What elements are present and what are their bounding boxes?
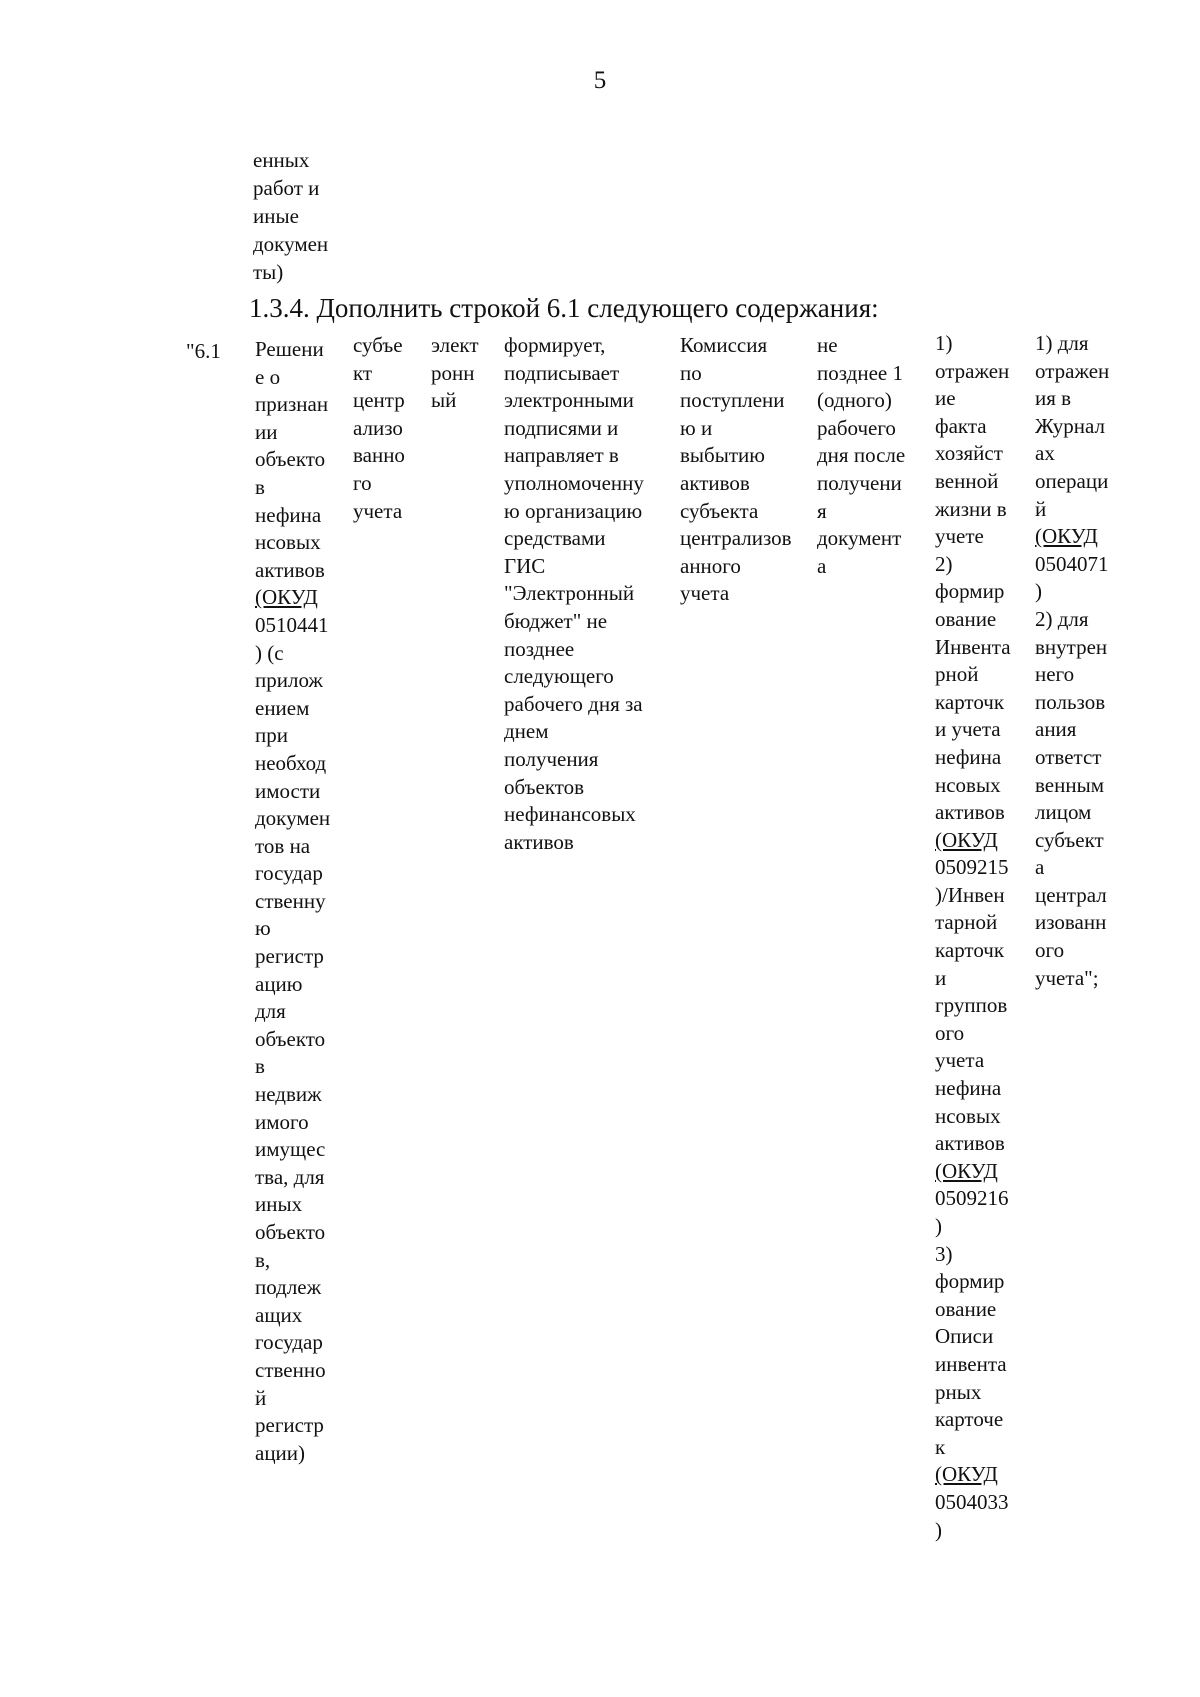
cell-line: дня после	[817, 443, 906, 468]
cell-line: необход	[255, 750, 327, 775]
cell-line: "Электронный	[504, 581, 635, 606]
cell-responsible	[680, 332, 792, 608]
cell-line: операци	[1035, 468, 1109, 493]
cell-line: хозяйст	[935, 441, 1003, 466]
cell-line: рных	[935, 1379, 982, 1404]
cell-line: тарной	[935, 910, 998, 935]
cell-line: докумен	[255, 806, 331, 831]
cell-line: регистр	[255, 944, 324, 969]
cell-line: ование	[935, 1296, 997, 1321]
cell-line: й	[255, 1385, 267, 1410]
cell-line: активов	[504, 829, 574, 854]
cell-line: активов	[935, 1131, 1005, 1156]
cell-line: него	[1035, 662, 1075, 687]
cell-line: )	[935, 1517, 942, 1542]
cell-line: тва, для	[255, 1164, 325, 1189]
cell-line: подписями и	[504, 415, 619, 440]
cell-line: ронн	[431, 360, 475, 385]
cell-line: е о	[255, 364, 281, 389]
cell-line: ГИС	[504, 553, 546, 578]
cell-line: )/Инвен	[935, 882, 1005, 907]
cell-line: электронными	[504, 388, 634, 413]
cell-line: учета	[935, 1048, 985, 1073]
cell-document-name	[255, 336, 330, 1467]
cell-line: ый	[431, 388, 457, 413]
cell-line: отражен	[1035, 358, 1110, 383]
cell-line: Инвента	[935, 634, 1011, 659]
page-number: 5	[593, 67, 607, 94]
cell-line: (ОКУД	[935, 1462, 998, 1487]
cell-line: централизов	[680, 526, 792, 551]
cell-line: ственну	[255, 888, 326, 913]
cell-line: нсовых	[255, 530, 321, 555]
cell-line: центр	[353, 388, 405, 413]
cell-line: факта	[935, 413, 987, 438]
amendment-heading: 1.3.4. Дополнить строкой 6.1 следующего содержания:	[249, 293, 879, 323]
cell-line: изованн	[1035, 910, 1107, 935]
cell-line: рной	[935, 662, 979, 687]
cell-line: ю	[255, 916, 271, 941]
cell-line: позднее 1	[817, 360, 903, 385]
cell-line: документ	[817, 526, 902, 551]
cell-line: ания	[1035, 717, 1077, 742]
cell-line: днем	[504, 719, 549, 744]
continuation-line: работ и	[253, 176, 320, 200]
cell-line: ственно	[255, 1357, 326, 1382]
cell-document-form	[431, 332, 479, 415]
cell-line: в	[255, 1054, 265, 1079]
cell-line: учета	[353, 498, 403, 523]
continuation-line: докумен	[253, 232, 329, 256]
cell-line: группов	[935, 993, 1008, 1018]
cell-line: формирует,	[504, 333, 606, 357]
cell-line: нсовых	[935, 1103, 1001, 1128]
cell-line: в	[255, 474, 265, 499]
cell-line: прилож	[255, 668, 323, 693]
cell-line: кт	[353, 360, 373, 385]
cell-line: 2)	[935, 551, 953, 576]
cell-line: рабочего дня за	[504, 691, 643, 716]
cell-line: нефина	[935, 1076, 1002, 1101]
cell-line: субъе	[353, 333, 403, 357]
cell-line: активов	[680, 470, 750, 495]
cell-line: и	[935, 965, 947, 990]
cell-line: ответст	[1035, 744, 1102, 769]
cell-line: отражен	[935, 358, 1010, 383]
cell-line: по	[680, 360, 702, 385]
cell-line: при	[255, 723, 288, 748]
cell-line: бюджет" не	[504, 608, 608, 633]
cell-line: ии	[255, 419, 278, 444]
cell-line: получения	[504, 746, 599, 771]
cell-line: )	[1035, 579, 1042, 604]
cell-line: выбытию	[680, 443, 765, 468]
cell-line: пользов	[1035, 689, 1106, 714]
cell-line: имого	[255, 1109, 309, 1134]
cell-line: имости	[255, 778, 321, 803]
cell-line: ия в	[1035, 386, 1072, 411]
cell-line: а	[1035, 855, 1045, 880]
cell-line: 0509216	[935, 1186, 1009, 1211]
cell-line: (ОКУД	[935, 1158, 998, 1183]
cell-line: субъекта	[680, 498, 759, 523]
cell-line: средствами	[504, 526, 606, 551]
cell-line: (ОКУД	[255, 585, 318, 610]
row-number: "6.1	[186, 339, 221, 363]
continuation-line: ты)	[253, 260, 284, 284]
cell-line: й	[1035, 496, 1047, 521]
cell-line: нефинансовых	[504, 802, 636, 827]
cell-line: анного	[680, 553, 741, 578]
cell-line: внутрен	[1035, 634, 1108, 659]
cell-line: централ	[1035, 882, 1107, 907]
cell-line: Комиссия	[680, 333, 768, 357]
cell-line: следующего	[504, 664, 614, 689]
cell-line: государ	[255, 861, 323, 886]
cell-line: недвиж	[255, 1082, 322, 1107]
cell-line: ации)	[255, 1440, 306, 1465]
continuation-line: иные	[253, 204, 299, 228]
cell-processing	[935, 330, 1011, 1544]
cell-line: направляет в	[504, 443, 619, 468]
cell-line: тов на	[255, 833, 311, 858]
cell-purpose	[1035, 330, 1109, 992]
cell-line: венным	[1035, 772, 1104, 797]
cell-line: активов	[255, 557, 325, 582]
cell-line: нефина	[255, 502, 322, 527]
cell-line: учете	[935, 524, 984, 549]
cell-line: ах	[1035, 441, 1055, 466]
cell-line: объекто	[255, 447, 326, 472]
cell-line: субъект	[1035, 827, 1104, 852]
cell-line: ацию	[255, 971, 303, 996]
cell-line: 3)	[935, 1241, 953, 1266]
cell-line: 2) для	[1035, 606, 1089, 631]
cell-line: объекто	[255, 1220, 326, 1244]
cell-line: ) (с	[255, 640, 284, 665]
cell-line: учета	[680, 581, 730, 606]
cell-author	[353, 332, 405, 525]
cell-procedure	[504, 332, 644, 856]
cell-line: имущес	[255, 1137, 326, 1162]
continuation-cell	[253, 146, 348, 286]
cell-line: не	[817, 333, 838, 357]
cell-line: ением	[255, 695, 310, 720]
cell-line: элект	[431, 333, 479, 357]
cell-line: признан	[255, 392, 329, 417]
cell-line: уполномоченну	[504, 470, 644, 495]
cell-line: (ОКУД	[935, 827, 998, 852]
cell-line: к	[935, 1434, 946, 1459]
cell-line: ю и	[680, 415, 713, 440]
cell-line: Журнал	[1035, 413, 1106, 438]
cell-line: лицом	[1035, 800, 1092, 825]
cell-line: государ	[255, 1330, 323, 1355]
cell-line: объекто	[255, 1026, 326, 1051]
cell-line: регистр	[255, 1413, 324, 1438]
cell-line: 0509215	[935, 855, 1009, 880]
cell-line: инвента	[935, 1351, 1007, 1376]
cell-line: 0504071	[1035, 551, 1109, 576]
cell-line: я	[817, 498, 827, 523]
cell-line: получени	[817, 470, 902, 495]
cell-line: 1) для	[1035, 331, 1089, 355]
cell-line: (одного)	[817, 388, 892, 413]
cell-line: а	[817, 553, 827, 578]
cell-line: подписывает	[504, 360, 620, 385]
cell-line: активов	[935, 800, 1005, 825]
cell-line: в,	[255, 1247, 271, 1272]
cell-line: объектов	[504, 774, 585, 799]
cell-line: ого	[935, 1020, 965, 1045]
cell-line: (ОКУД	[1035, 524, 1098, 549]
cell-line: рабочего	[817, 415, 896, 440]
cell-line: жизни в	[935, 496, 1007, 521]
cell-line: 0510441	[255, 612, 329, 637]
cell-line: поступлени	[680, 388, 785, 413]
cell-line: карточе	[935, 1407, 1004, 1432]
cell-line: карточк	[935, 938, 1005, 963]
cell-line: ого	[1035, 938, 1065, 963]
cell-line: ование	[935, 606, 997, 631]
cell-line: )	[935, 1214, 942, 1238]
cell-line: нсовых	[935, 772, 1001, 797]
cell-line: 0504033	[935, 1489, 1009, 1514]
continuation-line: енных	[253, 148, 310, 172]
cell-line: ализо	[353, 415, 403, 440]
cell-line: ю организацию	[504, 498, 643, 523]
cell-line: учета";	[1035, 965, 1099, 990]
cell-line: позднее	[504, 636, 575, 661]
cell-line: ащих	[255, 1302, 303, 1327]
cell-line: Описи	[935, 1324, 994, 1349]
cell-line: го	[353, 470, 372, 495]
cell-line: формир	[935, 579, 1005, 604]
cell-line: иных	[255, 1192, 303, 1217]
cell-line: формир	[935, 1269, 1005, 1294]
cell-line: и учета	[935, 717, 1001, 742]
cell-line: Решени	[255, 337, 324, 361]
cell-line: нефина	[935, 744, 1002, 769]
cell-line: для	[255, 999, 286, 1024]
cell-line: карточк	[935, 689, 1005, 714]
cell-line: ие	[935, 386, 956, 411]
cell-line: подлеж	[255, 1275, 322, 1300]
cell-line: ванно	[353, 443, 405, 468]
cell-line: 1)	[935, 331, 953, 355]
cell-deadline	[817, 332, 905, 580]
cell-line: венной	[935, 468, 999, 493]
